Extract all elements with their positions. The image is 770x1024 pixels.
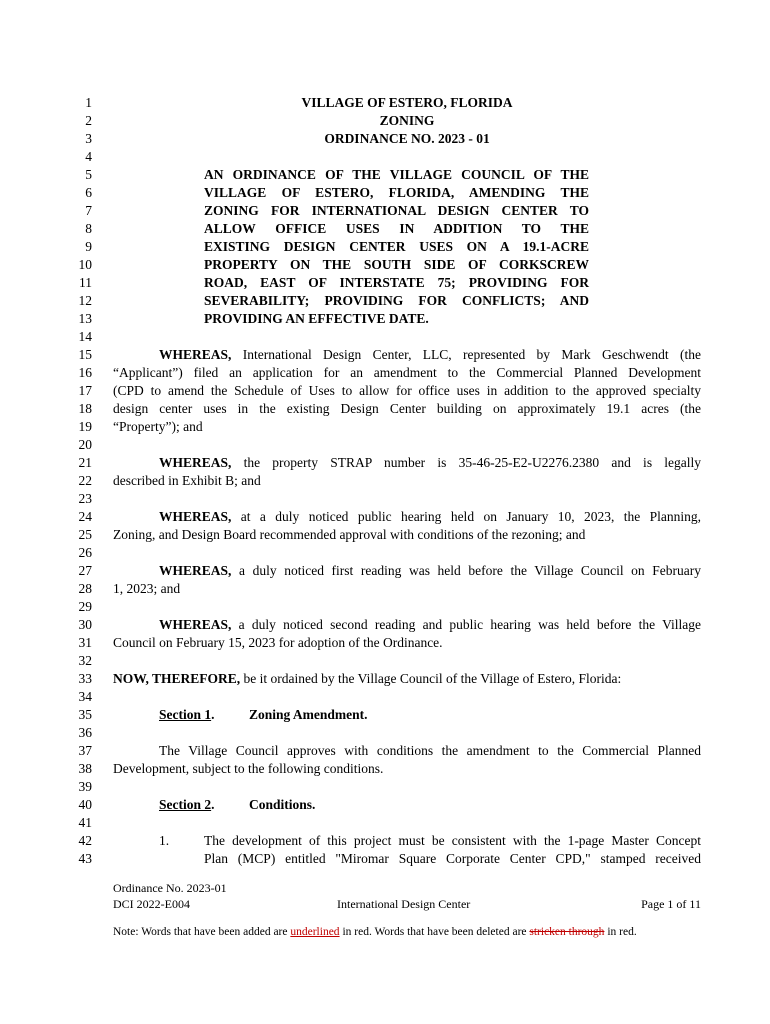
- section-2-dot: .: [211, 797, 215, 812]
- title-line: EXISTING DESIGN CENTER USES ON A 19.1-ACRE: [204, 239, 589, 254]
- line-number: 23: [78, 491, 92, 506]
- now-therefore-text: be it ordained by the Village Council of the Village of Estero, Florida:: [243, 671, 622, 686]
- section-1-label: Section 1: [159, 707, 212, 722]
- line-number: 39: [78, 779, 92, 794]
- paragraph-line: Plan (MCP) entitled "Miromar Square Corporate Center CPD," stamped received: [204, 851, 701, 866]
- footer-dci: DCI 2022-E004: [113, 897, 190, 911]
- paragraph-line: Zoning, and Design Board recommended approval with conditions of the rezoning; and: [113, 527, 586, 542]
- line-number: 18: [78, 401, 92, 416]
- line-number: 41: [78, 815, 92, 830]
- paragraph-text: at a duly noticed public hearing held on January 10, 2023, the Planning,: [240, 509, 701, 524]
- whereas-paragraph-3: [159, 508, 701, 526]
- line-number: 12: [78, 293, 92, 308]
- line-number: 14: [78, 329, 92, 344]
- paragraph-text: a duly noticed first reading was held before the Village Council on February: [239, 563, 702, 578]
- line-number: 16: [78, 365, 92, 380]
- title-line: SEVERABILITY; PROVIDING FOR CONFLICTS; AND: [204, 293, 589, 308]
- line-number: 34: [78, 689, 92, 704]
- section-1-title: Zoning Amendment.: [249, 707, 368, 722]
- line-number: 36: [78, 725, 92, 740]
- line-number: 27: [78, 563, 92, 578]
- paragraph-line: (CPD to amend the Schedule of Uses to allow for office uses in addition to the approved specialty: [113, 383, 701, 398]
- paragraph-text: a duly noticed second reading and public hearing was held before the Village: [238, 617, 701, 632]
- footer-ordinance-number: Ordinance No. 2023-01: [113, 881, 227, 895]
- line-number: 8: [85, 221, 92, 236]
- title-line: AN ORDINANCE OF THE VILLAGE COUNCIL OF THE: [204, 167, 589, 182]
- header-municipality: VILLAGE OF ESTERO, FLORIDA: [301, 95, 513, 110]
- line-number: 1: [85, 95, 92, 110]
- line-number: 3: [85, 131, 92, 146]
- line-number: 25: [78, 527, 92, 542]
- paragraph-line: 1, 2023; and: [113, 581, 181, 596]
- paragraph-line: Council on February 15, 2023 for adoption of the Ordinance.: [113, 635, 443, 650]
- paragraph-text: International Design Center, LLC, represented by Mark Geschwendt (the: [242, 347, 701, 362]
- line-number: 26: [78, 545, 92, 560]
- line-number: 29: [78, 599, 92, 614]
- line-number: 37: [78, 743, 92, 758]
- line-number: 13: [78, 311, 92, 326]
- footer-project-name: International Design Center: [337, 897, 471, 911]
- section-1-heading: [159, 706, 215, 724]
- line-number: 7: [85, 203, 92, 218]
- whereas-paragraph-4: [159, 562, 701, 580]
- line-number: 10: [78, 257, 92, 272]
- section-2-heading: [159, 796, 215, 814]
- line-number: 35: [78, 707, 92, 722]
- paragraph-line: The development of this project must be consistent with the 1-page Master Concept: [204, 833, 701, 848]
- note-text: Note: Words that have been added are: [113, 926, 291, 938]
- title-line: ZONING FOR INTERNATIONAL DESIGN CENTER TO: [204, 203, 589, 218]
- footer-note: [113, 924, 637, 940]
- line-number: 38: [78, 761, 92, 776]
- section-1-dot: .: [211, 707, 215, 722]
- paragraph-line: described in Exhibit B; and: [113, 473, 261, 488]
- title-line: ROAD, EAST OF INTERSTATE 75; PROVIDING FOR: [204, 275, 589, 290]
- line-number: 11: [79, 275, 92, 290]
- line-number: 43: [78, 851, 92, 866]
- whereas-paragraph-2: [159, 454, 701, 472]
- line-number: 31: [78, 635, 92, 650]
- line-number: 6: [85, 185, 92, 200]
- condition-number: 1.: [159, 833, 170, 848]
- whereas-label: WHEREAS,: [159, 509, 232, 524]
- line-number: 28: [78, 581, 92, 596]
- title-line: PROPERTY ON THE SOUTH SIDE OF CORKSCREW: [204, 257, 589, 272]
- line-number: 42: [78, 833, 92, 848]
- note-underlined-sample: underlined: [290, 926, 340, 938]
- line-number: 40: [78, 797, 92, 812]
- paragraph-text: the property STRAP number is 35-46-25-E2-U2276.2380 and is legally: [243, 455, 701, 470]
- whereas-paragraph-1: [159, 346, 701, 364]
- line-number: 33: [78, 671, 92, 686]
- whereas-label: WHEREAS,: [159, 347, 232, 362]
- note-stricken-sample: stricken through: [529, 926, 605, 938]
- line-number: 17: [78, 383, 92, 398]
- now-therefore-clause: [113, 670, 621, 688]
- title-line: PROVIDING AN EFFECTIVE DATE.: [204, 311, 429, 326]
- line-number: 2: [85, 113, 92, 128]
- footer-page-number: Page 1 of 11: [641, 897, 701, 911]
- line-number: 15: [78, 347, 92, 362]
- line-number: 21: [78, 455, 92, 470]
- line-number: 22: [78, 473, 92, 488]
- line-number: 19: [78, 419, 92, 434]
- title-line: ALLOW OFFICE USES IN ADDITION TO THE: [204, 221, 589, 236]
- whereas-label: WHEREAS,: [159, 455, 232, 470]
- note-text: in red.: [604, 926, 637, 938]
- paragraph-line: “Applicant”) filed an application for an amendment to the Commercial Planned Development: [113, 365, 701, 380]
- section-2-label: Section 2: [159, 797, 212, 812]
- line-number: 5: [85, 167, 92, 182]
- section-2-title: Conditions.: [249, 797, 316, 812]
- header-ordinance-number: ORDINANCE NO. 2023 - 01: [324, 131, 490, 146]
- line-number: 9: [85, 239, 92, 254]
- line-number: 4: [85, 149, 92, 164]
- line-number: 20: [78, 437, 92, 452]
- paragraph-line: “Property”); and: [113, 419, 203, 434]
- paragraph-line: Development, subject to the following conditions.: [113, 761, 384, 776]
- whereas-paragraph-5: [159, 616, 701, 634]
- line-number: 24: [78, 509, 92, 524]
- paragraph-line: The Village Council approves with conditions the amendment to the Commercial Planned: [159, 743, 701, 758]
- note-text: in red. Words that have been deleted are: [339, 926, 530, 938]
- whereas-label: WHEREAS,: [159, 563, 232, 578]
- line-number: 30: [78, 617, 92, 632]
- now-therefore-label: NOW, THEREFORE,: [113, 671, 241, 686]
- title-line: VILLAGE OF ESTERO, FLORIDA, AMENDING THE: [204, 185, 589, 200]
- line-number: 32: [78, 653, 92, 668]
- paragraph-line: design center uses in the existing Design Center building on approximately 19.1 acres (the: [113, 401, 701, 416]
- whereas-label: WHEREAS,: [159, 617, 232, 632]
- header-zoning: ZONING: [379, 113, 435, 128]
